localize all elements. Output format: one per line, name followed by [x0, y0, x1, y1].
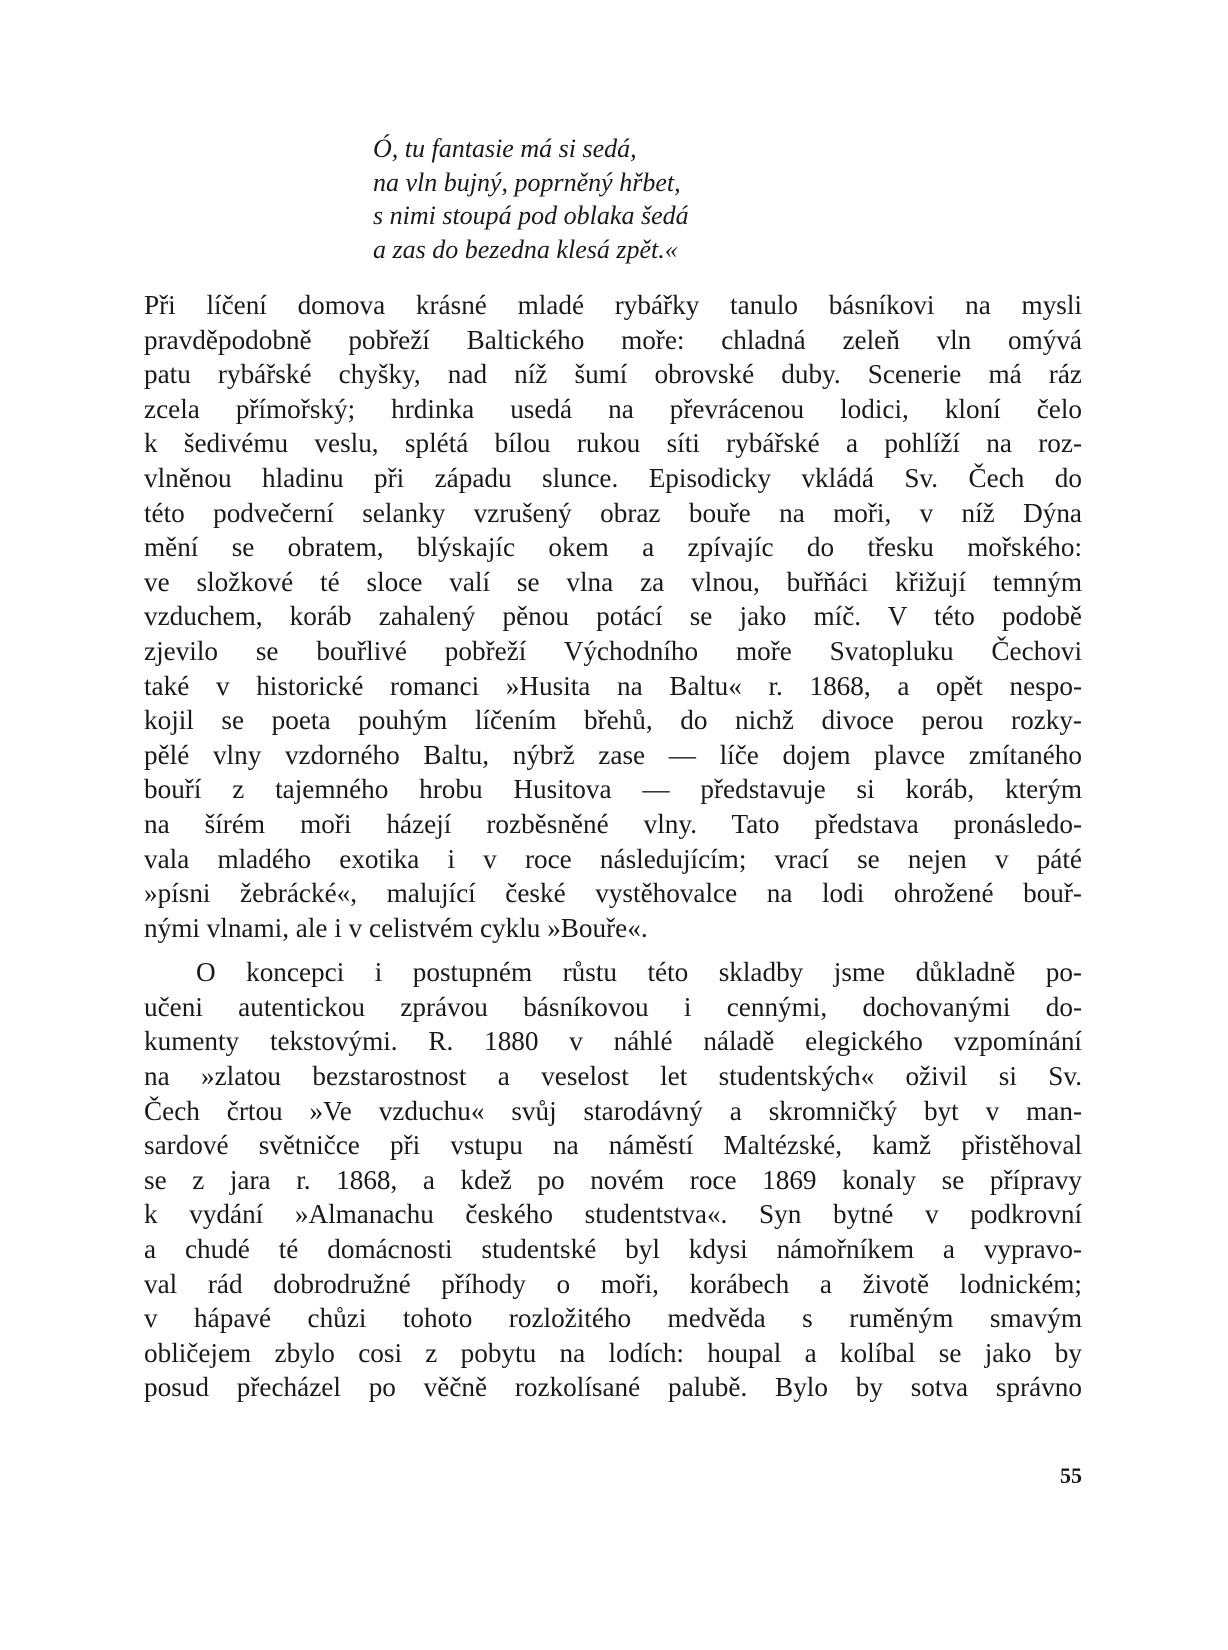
text-line: mění se obratem, blýskajíc okem a zpívajíc do třesku mořského: — [144, 532, 1082, 563]
text-line: vala mladého exotika i v roce následujícím; vrací se nejen v páté — [144, 843, 1082, 874]
text-line: »písni žebrácké«, malující české vystěhovalce na lodi ohrožené bouř- — [144, 878, 1082, 909]
verse-line: na vln bujný, poprněný hřbet, — [373, 167, 681, 197]
text-line: bouří z tajemného hrobu Husitova — představuje si koráb, kterým — [144, 774, 1082, 805]
text-line: O koncepci i postupném růstu této skladby jsme důkladně po- — [196, 957, 1082, 988]
page-number: 55 — [1060, 1463, 1082, 1488]
text-line: k šedivému veslu, splétá bílou rukou síti rybářské a pohlíží na roz- — [144, 428, 1082, 459]
text-line: val rád dobrodružné příhody o moři, korábech a životě lodnickém; — [144, 1268, 1082, 1299]
text-line: sardové světničce při vstupu na náměstí Maltézské, kamž přistěhoval — [144, 1130, 1082, 1161]
text-line: se z jara r. 1868, a kdež po novém roce 1869 konaly se přípravy — [144, 1164, 1082, 1195]
paragraph — [144, 288, 1082, 945]
text-line: této podvečerní selanky vzrušený obraz bouře na moři, v níž Dýna — [144, 497, 1082, 528]
text-line: na šírém moři házejí rozběsněné vlny. Tato představa pronásledo- — [144, 808, 1082, 839]
text-line: učeni autentickou zprávou básníkovou i cennými, dochovanými do- — [144, 991, 1082, 1022]
paragraph — [144, 955, 1082, 1405]
text-line: v hápavé chůzi tohoto rozložitého medvěda s ruměným smavým — [144, 1303, 1082, 1334]
text-line: pravděpodobně pobřeží Baltického moře: chladná zeleň vln omývá — [144, 324, 1082, 355]
text-line: pělé vlny vzdorného Baltu, nýbrž zase — líče dojem plavce zmítaného — [144, 739, 1082, 770]
text-line: zcela přímořský; hrdinka usedá na převrácenou lodici, kloní čelo — [144, 393, 1082, 424]
text-line: k vydání »Almanachu českého studentstva«. Syn bytné v podkrovní — [144, 1199, 1082, 1230]
text-line: zjevilo se bouřlivé pobřeží Východního moře Svatopluku Čechovi — [144, 635, 1082, 666]
text-line: vzduchem, koráb zahalený pěnou potácí se jako míč. V této podobě — [144, 601, 1082, 632]
verse-line: a zas do bezedna klesá zpět.« — [373, 234, 678, 264]
verse-line: Ó, tu fantasie má si sedá, — [373, 134, 637, 163]
verse-quote — [373, 132, 973, 266]
body-text — [144, 288, 1082, 1405]
text-line: posud přecházel po věčně rozkolísané palubě. Bylo by sotva správno — [144, 1372, 1082, 1403]
text-line: nými vlnami, ale i v celistvém cyklu »Bouře«. — [144, 912, 648, 943]
text-line: vlněnou hladinu při západu slunce. Episodicky vkládá Sv. Čech do — [144, 462, 1082, 493]
text-line: kojil se poeta pouhým líčením břehů, do nichž divoce perou rozky- — [144, 705, 1082, 736]
text-line: Při líčení domova krásné mladé rybářky tanulo básníkovi na mysli — [144, 290, 1082, 320]
text-line: obličejem zbylo cosi z pobytu na lodích: houpal a kolíbal se jako by — [144, 1337, 1082, 1368]
text-line: a chudé té domácnosti studentské byl kdysi námořníkem a vypravo- — [144, 1234, 1082, 1265]
text-line: kumenty tekstovými. R. 1880 v náhlé náladě elegického vzpomínání — [144, 1026, 1082, 1057]
text-line: na »zlatou bezstarostnost a veselost let studentských« oživil si Sv. — [144, 1061, 1082, 1092]
text-line: Čech črtou »Ve vzduchu« svůj starodávný a skromničký byt v man- — [144, 1095, 1082, 1126]
text-line: ve složkové té sloce valí se vlna za vlnou, buřňáci křižují temným — [144, 566, 1082, 597]
verse-line: s nimi stoupá pod oblaka šedá — [373, 201, 689, 230]
text-line: patu rybářské chyšky, nad níž šumí obrovské duby. Scenerie má ráz — [144, 359, 1082, 390]
text-line: také v historické romanci »Husita na Baltu« r. 1868, a opět nespo- — [144, 670, 1082, 701]
